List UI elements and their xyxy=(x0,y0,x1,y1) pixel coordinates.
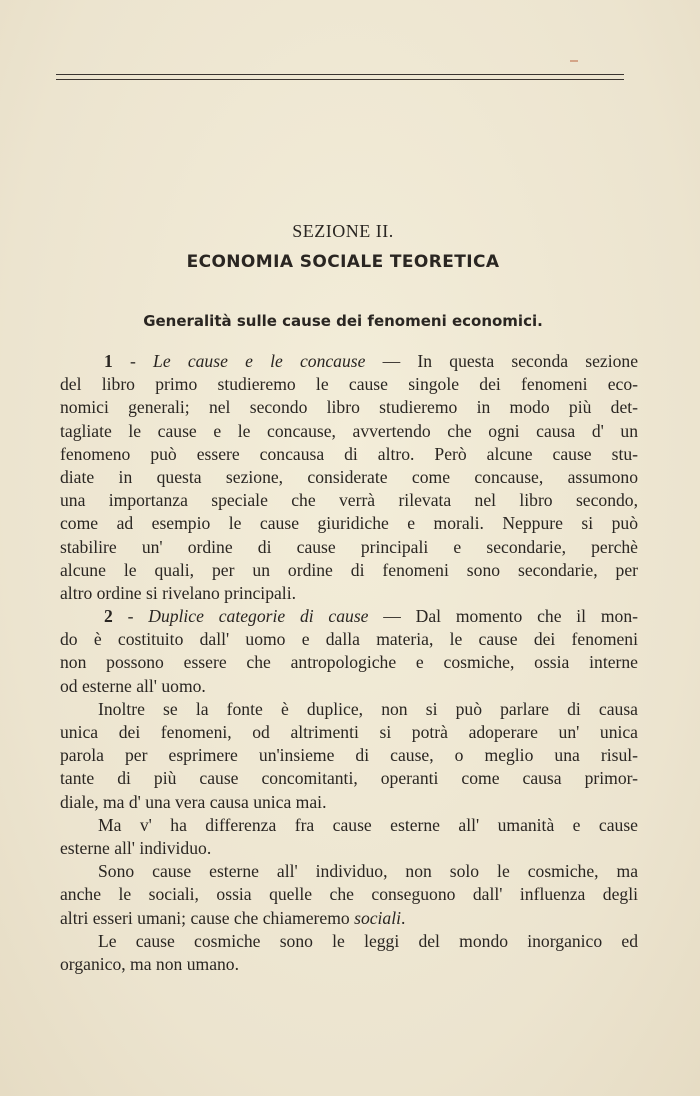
paragraph-heading: Duplice categorie di cause xyxy=(148,606,369,627)
text-line: non possono essere che antropologiche e cosmiche, ossia interne xyxy=(60,652,638,673)
text-line-with-italic xyxy=(60,907,638,930)
text-line: Le cause cosmiche sono le leggi del mondo inorganico ed xyxy=(98,930,638,951)
separator: - xyxy=(112,351,154,371)
text-line: diate in questa sezione, considerate come concause, assumono xyxy=(60,466,638,487)
paragraph-number: 2 xyxy=(104,606,113,627)
section-title: ECONOMIA SOCIALE TEORETICA xyxy=(186,252,500,272)
body-text xyxy=(60,350,638,976)
text-line: tante di più cause concomitanti, operanti come causa primor- xyxy=(60,768,638,789)
text-line: Inoltre se la fonte è duplice, non si può parlare di causa xyxy=(98,698,638,719)
dash: — xyxy=(365,351,418,371)
text-line: una importanza speciale che verrà rilevata nel libro secondo, xyxy=(60,490,638,511)
text-line: organico, ma non umano. xyxy=(60,953,239,974)
text-line: diale, ma d' una vera causa unica mai. xyxy=(60,791,327,812)
text-line: come ad esempio le cause giuridiche e morali. Neppure si può xyxy=(60,513,638,534)
text-line: anche le sociali, ossia quelle che conseguono dall' influenza degli xyxy=(60,884,638,905)
text-line: Sono cause esterne all' individuo, non solo le cosmiche, ma xyxy=(98,861,638,882)
text-line: parola per esprimere un'insieme di cause, o meglio una risul- xyxy=(60,745,638,766)
italic-term: sociali xyxy=(354,907,402,928)
paragraph-heading: Le cause e le concause xyxy=(153,351,366,371)
section-number: SEZIONE II. xyxy=(292,221,394,241)
paragraph-2-line xyxy=(60,605,638,628)
text-line: nomici generali; nel secondo libro studieremo in modo più det- xyxy=(60,397,638,418)
text-line: od esterne all' uomo. xyxy=(60,675,206,696)
subsection-title: Generalità sulle cause dei fenomeni economici. xyxy=(143,312,543,330)
text-line: unica dei fenomeni, od altrimenti si potrà adoperare un' unica xyxy=(60,722,638,742)
text-line: alcune le quali, per un ordine di fenomeni sono secondarie, per xyxy=(60,559,638,580)
text-run: In questa seconda sezione xyxy=(417,351,639,371)
text-line: Ma v' ha differenza fra cause esterne all' umanità e cause xyxy=(98,814,638,835)
separator: - xyxy=(112,606,149,627)
ink-mark xyxy=(570,60,578,62)
paragraph-number: 1 xyxy=(104,351,113,371)
paragraph-1-line xyxy=(60,350,638,373)
text-line: do è costituito dall' uomo e dalla materia, le cause dei fenomeni xyxy=(60,629,638,650)
text-line: fenomeno può essere concausa di altro. Però alcune cause stu- xyxy=(60,443,638,464)
text-line: altro ordine si rivelano principali. xyxy=(60,582,296,603)
period: . xyxy=(401,907,406,928)
text-run: altri esseri umani; cause che chiameremo xyxy=(60,907,350,928)
text-line: del libro primo studieremo le cause singole dei fenomeni eco- xyxy=(60,374,638,395)
text-run: Dal momento che il mon- xyxy=(415,606,638,627)
header-rule-top xyxy=(56,74,624,75)
text-line: esterne all' individuo. xyxy=(60,837,212,858)
text-line: stabilire un' ordine di cause principali e secondarie, perchè xyxy=(60,536,638,557)
header-rule-bottom xyxy=(56,79,624,80)
text-line: tagliate le cause e le concause, avvertendo che ogni causa d' un xyxy=(60,420,638,441)
dash: — xyxy=(368,606,416,627)
